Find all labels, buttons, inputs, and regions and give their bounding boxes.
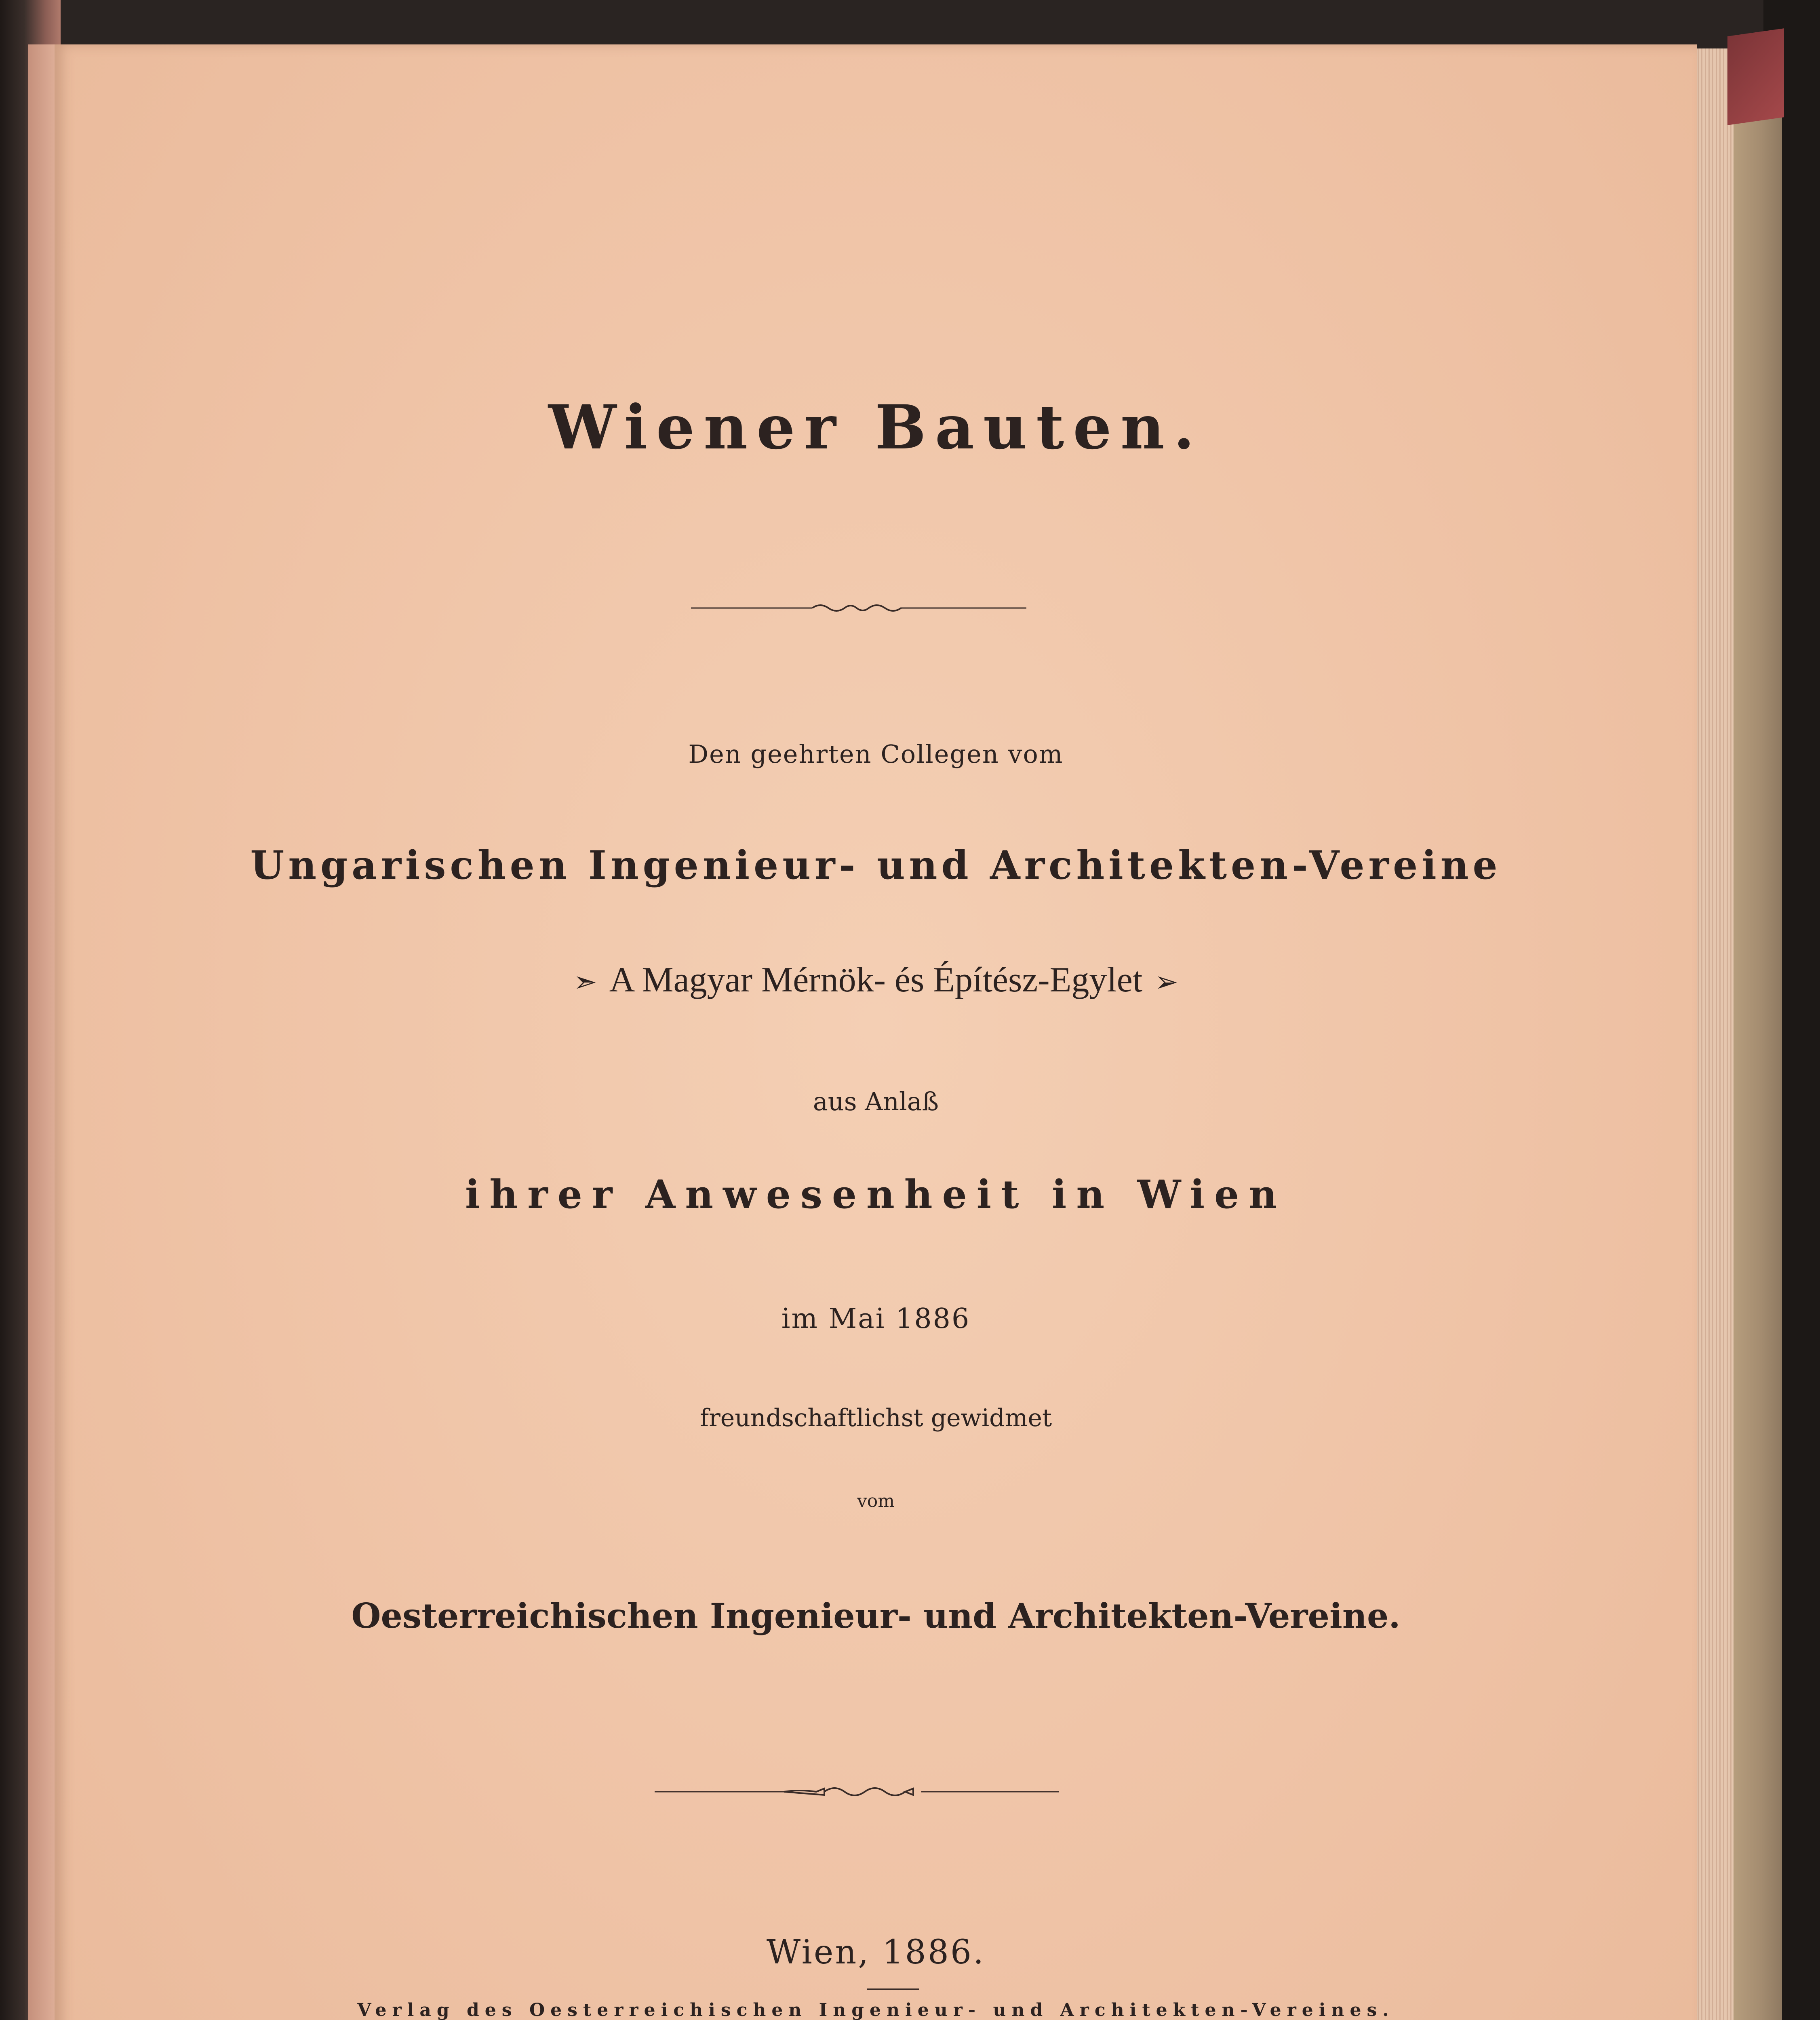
date-line: im Mai 1886 <box>781 1303 971 1335</box>
dedicated-line: freundschaftlichst gewidmet <box>699 1404 1052 1432</box>
right-cover-board <box>1729 36 1782 2020</box>
place-year: Wien, 1886. <box>766 1933 986 1972</box>
small-rule <box>867 1988 919 1990</box>
binding-corner-top <box>1727 28 1784 125</box>
ornamental-divider-top <box>691 600 1026 616</box>
hungarian-society-magyar: A Magyar Mérnök- és Építész-Egylet <box>609 960 1143 999</box>
publisher-line: Verlag des Oesterreichischen Ingenieur- und Architekten-Vereines. <box>357 2000 1394 2020</box>
page-stack-edge <box>1695 48 1734 2020</box>
from-line: vom <box>857 1491 895 1511</box>
hungarian-society-german: Ungarischen Ingenieur- und Architekten-Vereine <box>250 842 1502 888</box>
occasion-intro: aus Anlaß <box>813 1087 939 1116</box>
ornamental-divider-bottom <box>655 1782 1059 1802</box>
occasion: ihrer Anwesenheit in Wien <box>465 1172 1287 1217</box>
arrow-ornament-right-icon: ➢ <box>1154 967 1178 998</box>
title-page <box>55 44 1697 2020</box>
hungarian-society-magyar-line <box>55 960 1697 1000</box>
page-title: Wiener Bauten. <box>548 392 1203 463</box>
austrian-society: Oesterreichischen Ingenieur- und Architekten-Vereine. <box>351 1596 1401 1636</box>
arrow-ornament-left-icon: ➣ <box>573 967 597 998</box>
dedication-intro: Den geehrten Collegen vom <box>688 739 1064 769</box>
